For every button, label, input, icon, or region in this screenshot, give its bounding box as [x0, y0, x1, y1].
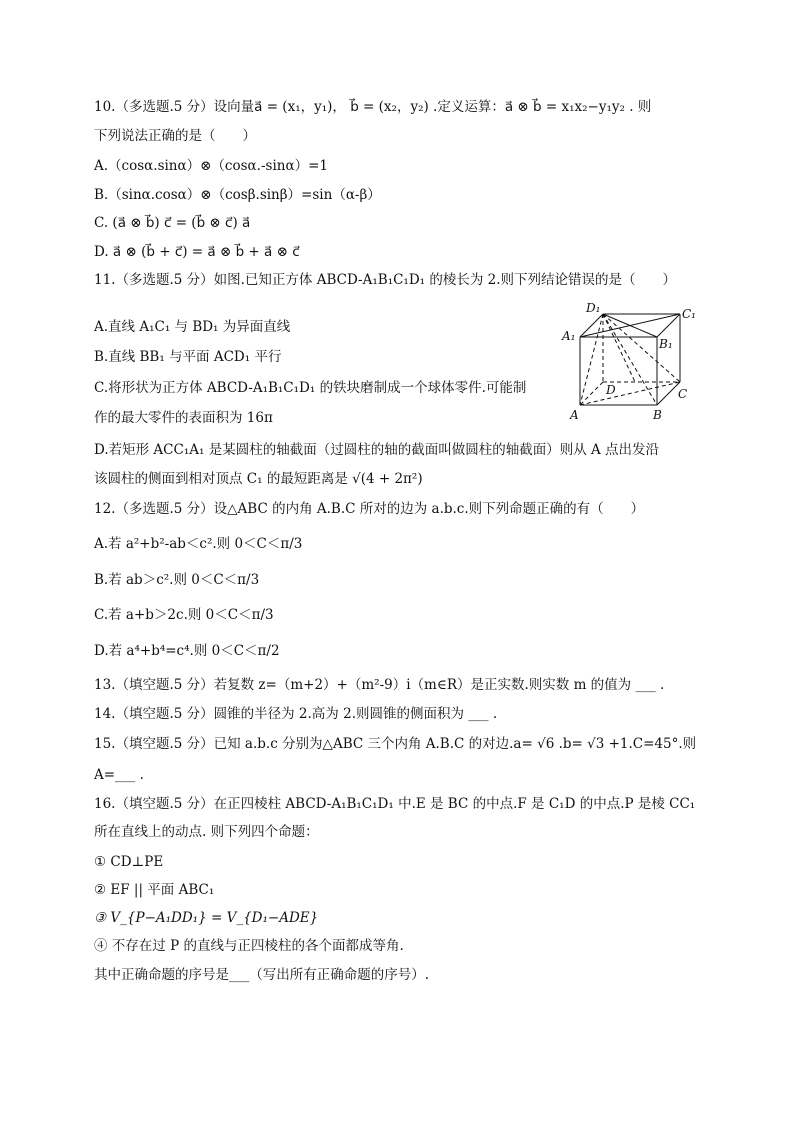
q14-stem: 14.（填空题.5 分）圆锥的半径为 2.高为 2.则圆锥的侧面积为 ___ .: [94, 706, 498, 722]
q12-option-b: B.若 ab＞c².则 0＜C＜π/3: [94, 572, 260, 588]
q11-option-b: B.直线 BB₁ 与平面 ACD₁ 平行: [94, 349, 282, 365]
q16-conclusion: 其中正确命题的序号是___（写出所有正确命题的序号）.: [94, 967, 430, 983]
q12-option-a: A.若 a²+b²-ab＜c².则 0＜C＜π/3: [94, 536, 303, 552]
q13-stem: 13.（填空题.5 分）若复数 z=（m+2）+（m²-9）i（m∈R）是正实数.则实数 m 的值为 ___ .: [94, 677, 665, 693]
q10-option-d: D. a⃗ ⊗ (b⃗ + c⃗) = a⃗ ⊗ b⃗ + a⃗ ⊗ c⃗: [94, 244, 300, 260]
q15-stem-line1: 15.（填空题.5 分）已知 a.b.c 分别为△ABC 三个内角 A.B.C 的对边.a= √6 .b= √3 +1.C=45°.则: [94, 736, 697, 752]
label-c: C: [678, 387, 688, 401]
label-d1: D₁: [586, 301, 601, 315]
label-b: B: [653, 408, 662, 422]
q10-option-b: B.（sinα.cosα）⊗（cosβ.sinβ）=sin（α-β）: [94, 187, 381, 203]
q12-option-c: C.若 a+b＞2c.则 0＜C＜π/3: [94, 607, 274, 623]
q15-stem-line2: A=___ .: [94, 767, 144, 783]
label-d: D: [606, 383, 616, 397]
label-a1: A₁: [562, 329, 576, 343]
q12-option-d: D.若 a⁴+b⁴=c⁴.则 0＜C＜π/2: [94, 643, 280, 659]
q16-stem-line2: 所在直线上的动点. 则下列四个命题：: [94, 824, 319, 840]
q16-stem-line1: 16.（填空题.5 分）在正四棱柱 ABCD-A₁B₁C₁D₁ 中.E 是 BC 的中点.F 是 C₁D 的中点.P 是棱 CC₁: [94, 796, 696, 812]
label-b1: B₁: [659, 337, 673, 351]
q11-option-d-line2: 该圆柱的侧面到相对顶点 C₁ 的最短距离是 √(4 + 2π²): [94, 471, 423, 487]
label-a: A: [570, 408, 579, 422]
q10-option-c: C. (a⃗ ⊗ b⃗) c⃗ = (b⃗ ⊗ c⃗) a⃗: [94, 215, 251, 231]
q10-option-a: A.（cosα.sinα）⊗（cosα.-sinα）=1: [94, 158, 328, 174]
q16-item-2: ② EF || 平面 ABC₁: [94, 882, 215, 898]
q10-stem-line1: 10.（多选题.5 分）设向量a⃗ = (x₁，y₁)， b⃗ = (x₂，y₂) .定义运算：a⃗ ⊗ b⃗ = x₁x₂−y₁y₂ . 则: [94, 99, 652, 115]
q12-stem: 12.（多选题.5 分）设△ABC 的内角 A.B.C 所对的边为 a.b.c.则下列命题正确的有（ ）: [94, 501, 645, 517]
q16-item-4: ④ 不存在过 P 的直线与正四棱柱的各个面都成等角.: [94, 938, 404, 954]
q11-option-c-line1: C.将形状为正方体 ABCD-A₁B₁C₁D₁ 的铁块磨制成一个球体零件.可能制: [94, 380, 527, 396]
q11-option-d-line1: D.若矩形 ACC₁A₁ 是某圆柱的轴截面（过圆柱的轴的截面叫做圆柱的轴截面）则从 A 点出发沿: [94, 442, 660, 458]
q11-option-c-line2: 作的最大零件的表面积为 16π: [94, 410, 273, 426]
q16-item-1: ① CD⊥PE: [94, 854, 164, 870]
q11-option-a: A.直线 A₁C₁ 与 BD₁ 为异面直线: [94, 319, 291, 335]
q10-stem-line2: 下列说法正确的是（ ）: [94, 128, 256, 144]
q16-item-3: ③ V_{P−A₁DD₁} = V_{D₁−ADE}: [94, 910, 319, 926]
label-c1: C₁: [682, 307, 696, 321]
cube-figure: [560, 300, 700, 425]
q11-stem: 11.（多选题.5 分）如图.已知正方体 ABCD-A₁B₁C₁D₁ 的棱长为 2.则下列结论错误的是（ ）: [94, 272, 677, 288]
